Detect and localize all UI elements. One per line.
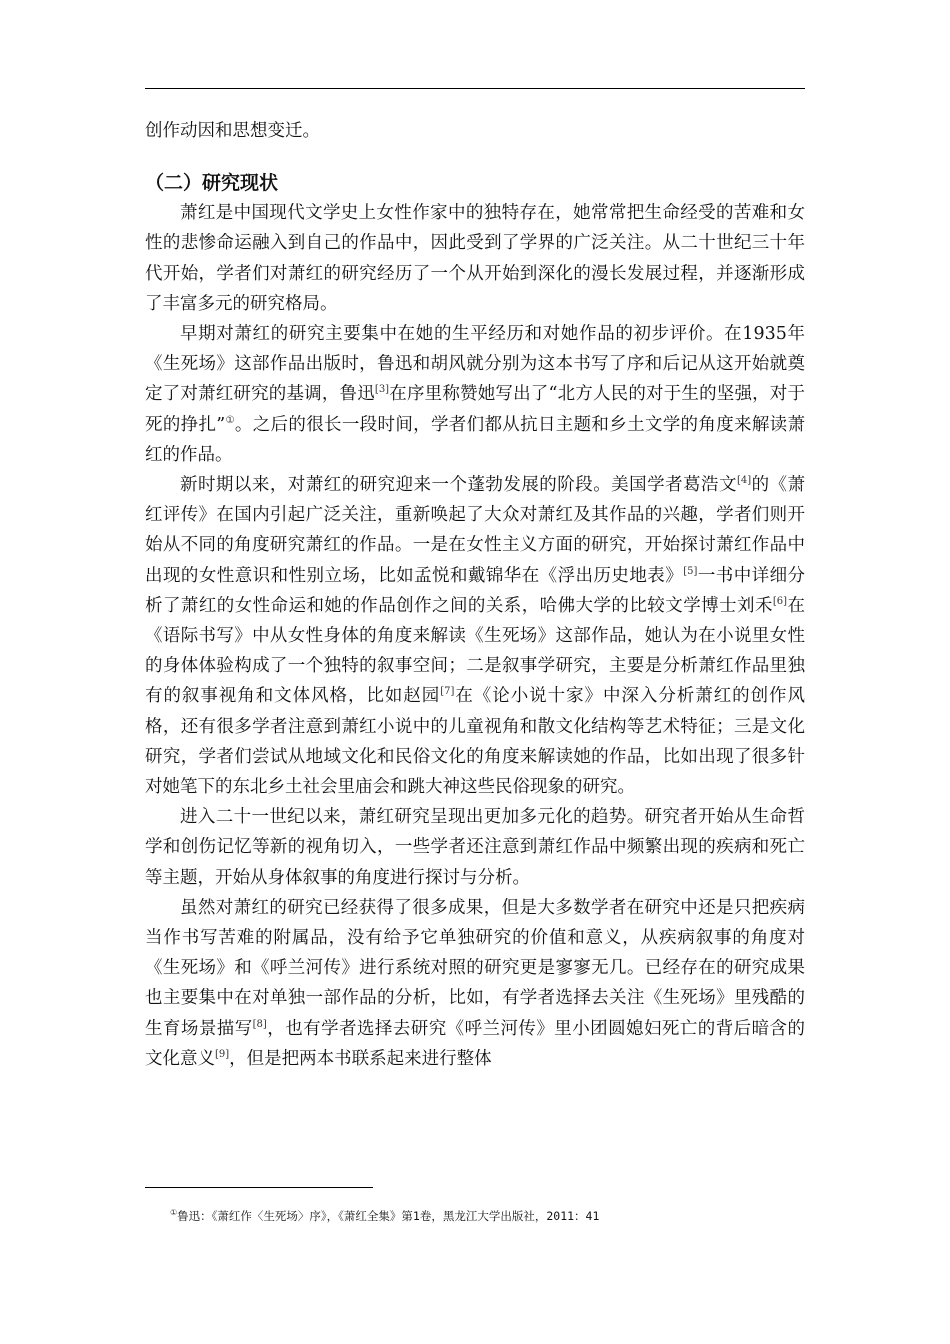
paragraph-5 bbox=[145, 893, 805, 1074]
section-heading: （二）研究现状 bbox=[145, 172, 279, 195]
paragraph-3-text-e: 在《论小说十家》中深入分析萧红的创作风格，还有很多学者注意到萧红小说中的儿童视角和散文化结构等艺术特征；三是文化研究，学者们尝试从地域文化和民俗文化的角度来解读她的作品，比如出现了很多针对她笔下的东北乡土社会里庙会和跳大神这些民俗现象的研究。 bbox=[145, 686, 805, 798]
citation-6[interactable]: [6] bbox=[772, 595, 788, 607]
citation-9[interactable]: [9] bbox=[215, 1048, 230, 1060]
citation-5[interactable]: [5] bbox=[683, 565, 698, 577]
footnote-text: 鲁迅：《萧红作〈生死场〉序》，《萧红全集》第1卷，黑龙江大学出版社，2011：41 bbox=[177, 1209, 600, 1223]
citation-7[interactable]: [7] bbox=[440, 686, 455, 698]
paragraph-5-text-c: ，但是把两本书联系起来进行整体 bbox=[229, 1048, 492, 1069]
paragraph-3-text-d: 在《语际书写》中从女性身体的角度来解读《生死场》这部作品，她认为在小说里女性的身体体验构成了一个独特的叙事空间；二是叙事学研究，主要是分析萧红作品里独有的叙事视角和文体风格，比如赵园 bbox=[145, 595, 806, 707]
footnote-number: ① bbox=[170, 1208, 178, 1217]
footnote-rule bbox=[145, 1187, 373, 1188]
paragraph-1: 萧红是中国现代文学史上女性作家中的独特存在，她常常把生命经受的苦难和女性的悲惨命运融入到自己的作品中，因此受到了学界的广泛关注。从二十世纪三十年代开始，学者们对萧红的研究经历了一个从开始到深化的漫长发展过程，并逐渐形成了丰富多元的研究格局。 bbox=[145, 203, 805, 314]
paragraph-3-text-b: 的《萧红评传》在国内引起广泛关注，重新唤起了大众对萧红及其作品的兴趣，学者们则开始从不同的角度研究萧红的作品。一是在女性主义方面的研究，开始探讨萧红作品中出现的女性意识和性别立场，比如孟悦和戴锦华在《浮出历史地表》 bbox=[145, 475, 806, 586]
citation-4[interactable]: [4] bbox=[736, 475, 752, 487]
paragraph-2-text-c: 。之后的很长一段时间，学者们都从抗日主题和乡土文学的角度来解读萧红的作品。 bbox=[145, 414, 806, 465]
paragraph-2 bbox=[145, 319, 805, 470]
paragraph-2-text-b: 在序里称赞她写出了“北方人民的对于生的坚强，对于死的挣扎” bbox=[145, 384, 805, 435]
paragraph-5-text-b: ，也有学者选择去研究《呼兰河传》里小团圆媳妇死亡的背后暗含的文化意义 bbox=[145, 1018, 806, 1069]
paragraph-3 bbox=[145, 470, 805, 802]
paragraph-3-text-c: 一书中详细分析了萧红的女性命运和她的作品创作之间的关系，哈佛大学的比较文学博士刘禾 bbox=[145, 565, 806, 616]
paragraph-3-text-a: 新时期以来，对萧红的研究迎来一个蓬勃发展的阶段。美国学者葛浩文 bbox=[180, 475, 737, 496]
page-body bbox=[145, 116, 805, 1074]
header-rule bbox=[145, 88, 805, 89]
footnote-marker[interactable]: ① bbox=[225, 414, 235, 426]
footnote bbox=[170, 1208, 810, 1224]
paragraph-4: 进入二十一世纪以来，萧红研究呈现出更加多元化的趋势。研究者开始从生命哲学和创伤记忆等新的视角切入，一些学者还注意到萧红作品中频繁出现的疾病和死亡等主题，开始从身体叙事的角度进行探讨与分析。 bbox=[145, 807, 805, 888]
paragraph-5-text-a: 虽然对萧红的研究已经获得了很多成果，但是大多数学者在研究中还是只把疾病当作书写苦难的附属品，没有给予它单独研究的价值和意义，从疾病叙事的角度对《生死场》和《呼兰河传》进行系统对照的研究更是寥寥无几。已经存在的研究成果也主要集中在对单独一部作品的分析，比如，有学者选择去关注《生死场》里残酷的生育场景描写 bbox=[145, 897, 805, 1039]
citation-8[interactable]: [8] bbox=[252, 1018, 267, 1030]
paragraph-2-text-a: 早期对萧红的研究主要集中在她的生平经历和对她作品的初步评价。在1935年《生死场》这部作品出版时，鲁迅和胡风就分别为这本书写了序和后记从这开始就奠定了对萧红研究的基调，鲁迅 bbox=[145, 324, 805, 405]
citation-3[interactable]: [3] bbox=[374, 384, 390, 396]
lead-line: 创作动因和思想变迁。 bbox=[145, 121, 320, 141]
